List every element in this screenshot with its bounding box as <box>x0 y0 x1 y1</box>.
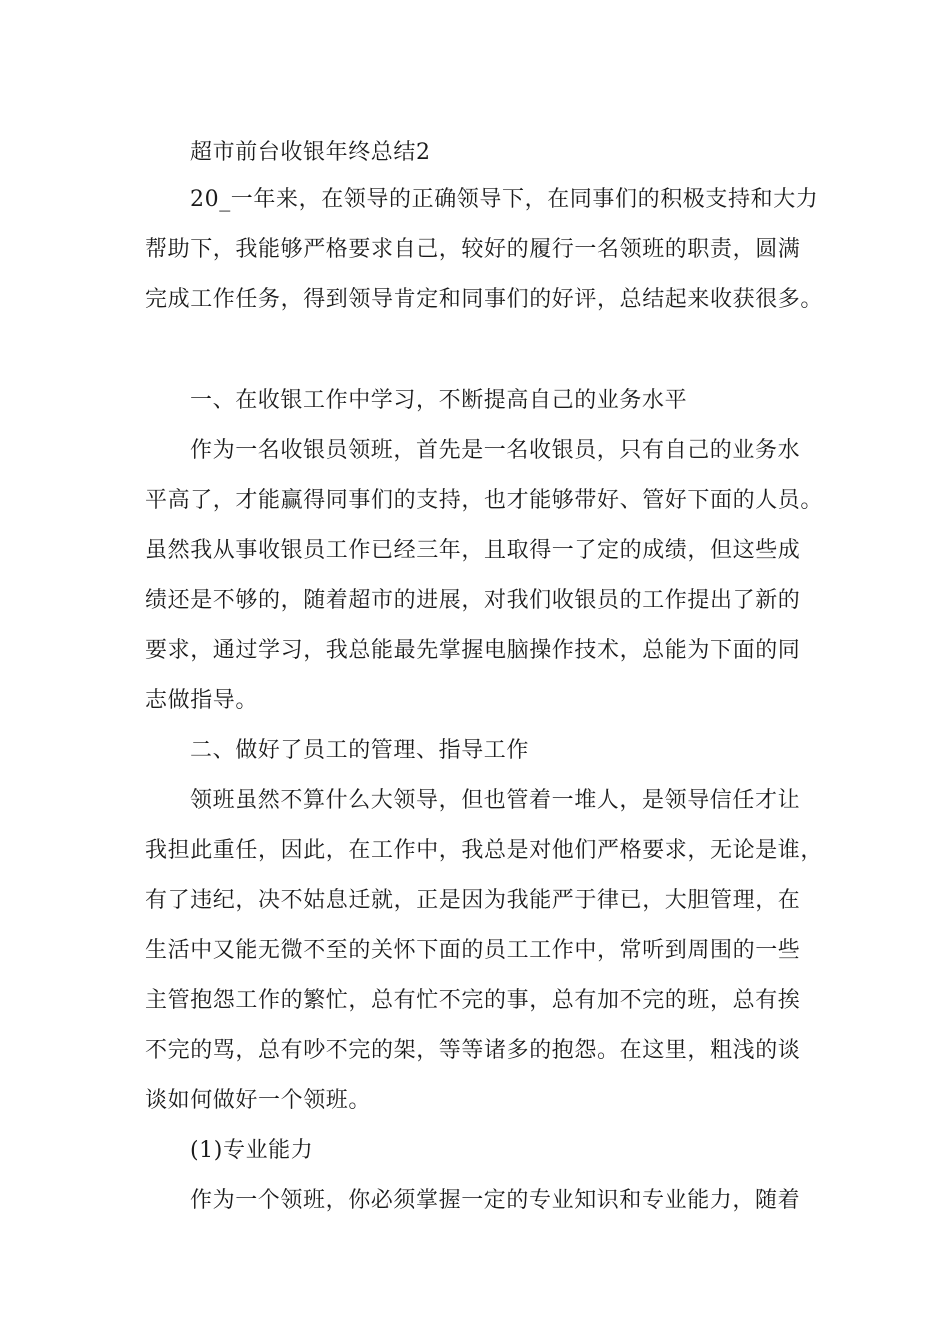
intro-line-2: 帮助下，我能够严格要求自己，较好的履行一名领班的职责，圆满 <box>145 237 801 262</box>
section1-line-6: 志做指导。 <box>145 688 259 713</box>
section1-line-3: 虽然我从事收银员工作已经三年，且取得一了定的成绩，但这些成 <box>145 538 801 563</box>
section2-line-4: 生活中又能无微不至的关怀下面的员工工作中，常听到周围的一些 <box>145 938 801 963</box>
intro-line-1: 20_一年来，在领导的正确领导下，在同事们的积极支持和大力 <box>190 187 819 212</box>
document-title: 超市前台收银年终总结2 <box>190 140 431 165</box>
section1-line-5: 要求，通过学习，我总能最先掌握电脑操作技术，总能为下面的同 <box>145 638 801 663</box>
subsection1-heading: (1)专业能力 <box>190 1138 314 1163</box>
intro-line-3: 完成工作任务，得到领导肯定和同事们的好评，总结起来收获很多。 <box>145 287 824 312</box>
section2-line-2: 我担此重任，因此，在工作中，我总是对他们严格要求，无论是谁， <box>145 838 824 863</box>
section2-heading: 二、做好了员工的管理、指导工作 <box>190 738 530 763</box>
section2-line-6: 不完的骂，总有吵不完的架，等等诸多的抱怨。在这里，粗浅的谈 <box>145 1038 801 1063</box>
subsection1-line-1: 作为一个领班，你必须掌握一定的专业知识和专业能力，随着 <box>190 1188 801 1213</box>
section2-line-3: 有了违纪，决不姑息迁就，正是因为我能严于律已，大胆管理，在 <box>145 888 801 913</box>
section2-line-5: 主管抱怨工作的繁忙，总有忙不完的事，总有加不完的班，总有挨 <box>145 988 801 1013</box>
section2-line-1: 领班虽然不算什么大领导，但也管着一堆人，是领导信任才让 <box>190 788 801 813</box>
section1-line-2: 平高了，才能赢得同事们的支持，也才能够带好、管好下面的人员。 <box>145 488 824 513</box>
section1-line-4: 绩还是不够的，随着超市的进展，对我们收银员的工作提出了新的 <box>145 588 801 613</box>
section1-heading: 一、在收银工作中学习，不断提高自己的业务水平 <box>190 388 688 413</box>
section1-line-1: 作为一名收银员领班，首先是一名收银员，只有自己的业务水 <box>190 438 801 463</box>
section2-line-7: 谈如何做好一个领班。 <box>145 1088 372 1113</box>
